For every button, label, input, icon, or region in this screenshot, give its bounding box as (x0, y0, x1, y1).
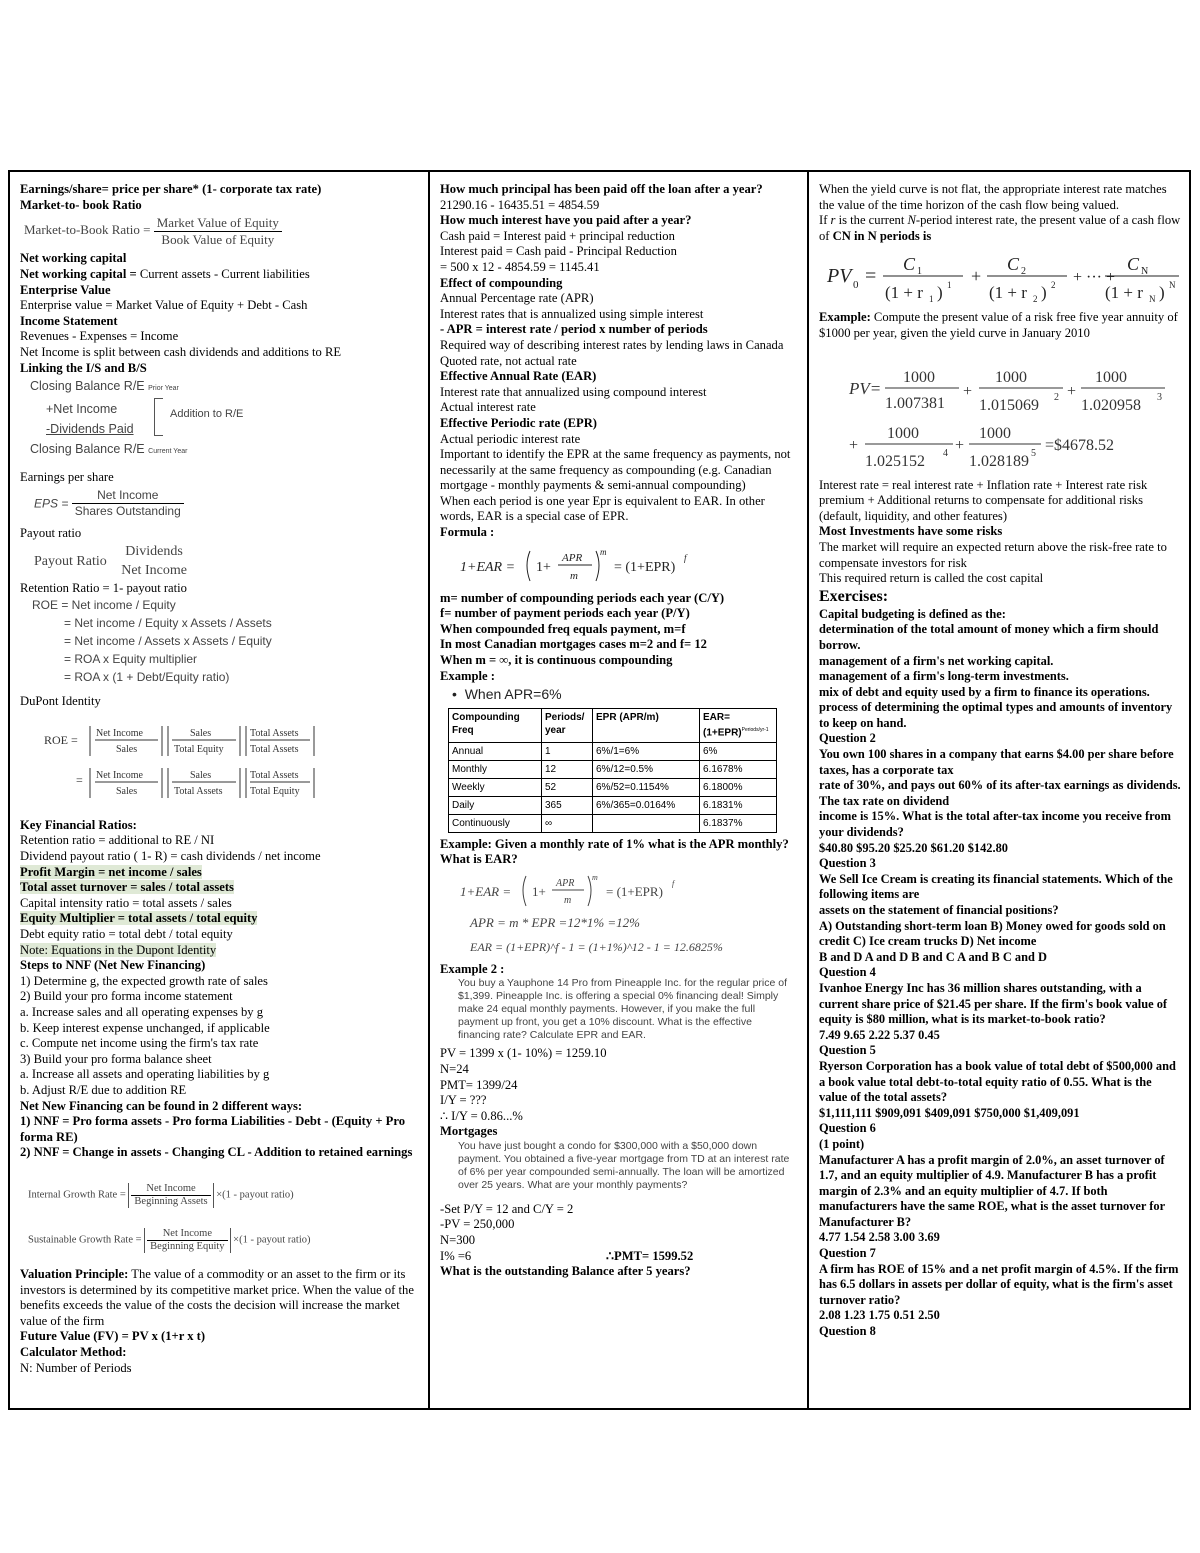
nnf-ways: Net New Financing can be found in 2 different ways: (20, 1098, 303, 1113)
pv-term-num: 1000 (887, 424, 919, 442)
example-2-solution: PMT= 1399/24 (440, 1077, 518, 1092)
valuation-principle: Valuation Principle: The value of a commodity or an asset to the firm or its investors is determined by its competitive market price. When the value of the benefits exceeds the value of the costs the decision will increase the market value of the firm (20, 1266, 414, 1328)
nnf-step: 3) Build your pro forma balance sheet (20, 1051, 212, 1066)
svg-text:1+EAR =: 1+EAR = (460, 559, 516, 575)
table-cell: 6.1837% (700, 814, 777, 832)
svg-text:): ) (1041, 283, 1047, 303)
svg-text:=: = (76, 772, 83, 787)
dupont-ta-c: Total Assets (250, 769, 299, 781)
svg-text:1+EAR =: 1+EAR = (460, 883, 512, 899)
kfr-heading: Key Financial Ratios: (20, 817, 137, 832)
dupont-sales-b: Sales (116, 785, 138, 797)
exercise-line: Question 6 (819, 1121, 876, 1136)
exercise-line: management of a firm's long-term investments. (819, 669, 1069, 684)
apr-line: Required way of describing interest rates by lending laws in Canada (440, 337, 784, 352)
exercise-line: $1,111,111 $909,091 $409,091 $750,000 $1,409,091 (819, 1105, 1080, 1120)
exercise-line: income is 15%. What is the total after-tax income you receive from your dividends? (819, 809, 1171, 840)
apr-calc: APR = m * EPR =12*1% =12% (470, 914, 641, 930)
table-cell: 12 (542, 760, 593, 778)
svg-text:0: 0 (853, 279, 859, 292)
example-2-label: Example 2 : (440, 961, 505, 976)
dupont-ni: Net Income (96, 727, 143, 739)
apr-line: Interest rates that is annualized using simple interest (440, 306, 704, 321)
table-cell: 6%/12=0.5% (593, 760, 700, 778)
svg-text:C: C (903, 254, 916, 275)
ear-line: Actual interest rate (440, 400, 536, 415)
is-line-1: Revenues - Expenses = Income (20, 329, 179, 344)
principal-question: How much principal has been paid off the loan after a year? (440, 182, 763, 196)
calculator-n: N: Number of Periods (20, 1360, 132, 1375)
cheat-sheet (8, 170, 1191, 1410)
eps-numerator: Net Income (72, 488, 184, 505)
svg-text:2: 2 (1021, 266, 1026, 278)
payout-denominator: Net Income (121, 563, 187, 579)
pv-term-num: 1000 (903, 368, 935, 386)
nwc-heading: Net working capital (20, 251, 127, 266)
table-row (449, 742, 777, 760)
column-3 (809, 172, 1189, 1408)
dupont-ni-b: Net Income (96, 769, 143, 781)
ev-definition: Enterprise value = Market Value of Equity + Debt - Cash (20, 298, 308, 313)
sgr-formula: Sustainable Growth Rate = $\frac{\text{Net Income}}{\text{Beginning Equity}}$ ×(1 - payout ratio) (28, 1227, 311, 1252)
exercise-line: mix of debt and equity used by a firm to finance its operations. (819, 684, 1150, 699)
svg-text:+: + (849, 436, 859, 454)
mtb-denominator: Book Value of Equity (161, 231, 275, 247)
svg-text:1: 1 (917, 266, 922, 278)
example-2-solution: I/Y = ??? (440, 1093, 487, 1108)
mortgage-solution: N=300 (440, 1233, 476, 1248)
table-header: EPR (APR/m) (593, 709, 700, 742)
exercise-line: determination of the total amount of money which a firm should borrow. (819, 622, 1159, 652)
re-opening: Closing Balance R/E Prior Year (30, 379, 179, 394)
debt-equity: Debt equity ratio = total debt / total equity (20, 927, 233, 942)
nwc-definition: Net working capital = Current assets - Current liabilities (20, 266, 310, 281)
igr-numerator: Net Income (131, 1183, 210, 1196)
kfr-line: Retention ratio = additional to RE / NI (20, 833, 215, 848)
def-line: When m = ∞, it is continuous compounding (440, 653, 673, 668)
svg-text:+ ··· +: + ··· + (1073, 269, 1116, 287)
dupont-te: Total Equity (174, 743, 224, 755)
re-bracket (154, 398, 163, 436)
exercise-line: Question 8 (819, 1324, 876, 1339)
table-row (449, 760, 777, 778)
table-cell: Continuously (449, 814, 542, 832)
exercise-line: We Sell Ice Cream is creating its financial statements. Which of the following items are (819, 871, 1173, 902)
exercise-line: B and D A and D B and C A and B C and D (819, 949, 1047, 964)
is-line-2: Net Income is split between cash dividends and additions to RE (20, 344, 342, 359)
risk-line: This required return is called the cost capital (819, 571, 1044, 586)
interest-question: How much interest have you paid after a year? (440, 213, 692, 228)
exercise-line: 2.08 1.23 1.75 0.51 2.50 (819, 1308, 940, 1323)
compounding-table (448, 708, 777, 832)
payout-label: Payout ratio (20, 525, 82, 540)
monthly-ear-formula (456, 870, 706, 910)
exercise-line: rate of 30%, and pays out 60% of its after-tax earnings as dividends. The tax rate on dividend (819, 778, 1181, 808)
example-2-solution: ∴ I/Y = 0.86...% (440, 1108, 523, 1123)
table-cell: ∞ (542, 814, 593, 832)
svg-text:APR: APR (556, 877, 575, 889)
ear-epr-formula (456, 543, 706, 589)
total-asset-turnover: Total asset turnover = sales / total assets (20, 880, 234, 895)
mtb-lhs: Market-to-Book Ratio = (24, 222, 151, 238)
svg-text:= (1+EPR): = (1+EPR) (606, 883, 663, 899)
exercise-list (819, 607, 1181, 1340)
interest-answer: Cash paid = Interest paid + principal reduction (440, 228, 675, 243)
table-row (449, 796, 777, 814)
exercise-line: 4.77 1.54 2.58 3.00 3.69 (819, 1230, 940, 1245)
epr-heading: Effective Periodic rate (EPR) (440, 415, 597, 430)
eps-tax-heading: Earnings/share= price per share* (1- corporate tax rate) (20, 182, 322, 196)
table-cell (593, 814, 700, 832)
nnf-step: b. Adjust R/E due to addition RE (20, 1082, 187, 1097)
mortgage-solution: -Set P/Y = 12 and C/Y = 2 (440, 1201, 574, 1216)
def-line: m= number of compounding periods each year (C/Y) (440, 590, 725, 605)
example-2-text: You buy a Yauphone 14 Pro from Pineapple Inc. for the regular price of $1,399. Pineapple Inc. is offering a special 0% financing deal! Simply make 24 equal monthly payments. However, if you make the full payment up front, you get a 10% discount. What is the effective financing rate? Calculate EPR and EAR. (458, 977, 788, 1042)
nnf-method-2: 2) NNF = Change in assets - Changing CL - Addition to retained earnings (20, 1145, 413, 1160)
pv-annuity-calc (819, 352, 1179, 472)
svg-text:(1 + r: (1 + r (1105, 283, 1143, 303)
is-heading: Income Statement (20, 313, 118, 328)
re-closing: Closing Balance R/E Current Year (30, 442, 188, 457)
capital-intensity: Capital intensity ratio = total assets / sales (20, 895, 232, 910)
nnf-step: b. Keep interest expense unchanged, if applicable (20, 1020, 270, 1035)
svg-text:1+: 1+ (536, 559, 551, 575)
table-cell: 6.1800% (700, 778, 777, 796)
sgr-numerator: Net Income (147, 1228, 227, 1241)
eps-formula: EPS = $\frac{\text{Net Income}}{\text{Shares Outstanding}}$ (34, 488, 420, 520)
re-dividends: -Dividends Paid (46, 422, 134, 437)
svg-text:+: + (1067, 382, 1077, 400)
pv-term-num: 1000 (979, 424, 1011, 442)
svg-text:(1 + r: (1 + r (989, 283, 1027, 303)
yield-curve-text: When the yield curve is not flat, the appropriate interest rate matches the value of the time horizon of the cash flow being valued. (819, 182, 1167, 212)
ear-line: Interest rate that annualized using compound interest (440, 384, 707, 399)
table-cell: 6.1831% (700, 796, 777, 814)
dupont-sales-2: Sales (190, 727, 212, 739)
pv-term-exp: 2 (1054, 391, 1059, 403)
table-header: Periods/ year (542, 709, 593, 742)
compounding-heading: Effect of compounding (440, 275, 563, 290)
table-cell: 6.1678% (700, 760, 777, 778)
table-cell: Weekly (449, 778, 542, 796)
def-line: When compounded freq equals payment, m=f (440, 621, 686, 636)
table-cell: 6%/1=6% (593, 742, 700, 760)
svg-text:m: m (570, 569, 578, 582)
example-2-solution: PV = 1399 x (1- 10%) = 1259.10 (440, 1046, 607, 1061)
ev-heading: Enterprise Value (20, 282, 111, 297)
dupont-sales-c: Sales (190, 769, 212, 781)
table-cell: 1 (542, 742, 593, 760)
nnf-step: 1) Determine g, the expected growth rate of sales (20, 973, 268, 988)
table-cell: 6%/365=0.0164% (593, 796, 700, 814)
example-2-solution: N=24 (440, 1061, 469, 1076)
svg-text:N: N (1149, 294, 1156, 305)
svg-text:+: + (963, 382, 973, 400)
profit-margin: Profit Margin = net income / sales (20, 864, 202, 879)
table-header: Compounding Freq (449, 709, 542, 742)
table-cell: Daily (449, 796, 542, 814)
roe-line: = ROA x Equity multiplier (64, 652, 198, 667)
exercise-line: A) Outstanding short-term loan B) Money owed for goods sold on credit C) Ice cream trucks D) Net income (819, 918, 1166, 949)
mtb-numerator: Market Value of Equity (154, 215, 282, 232)
svg-text:m: m (600, 546, 607, 557)
pv-term-den: 1.015069 (979, 396, 1039, 414)
exercise-line: Question 7 (819, 1246, 876, 1261)
svg-text:= (1+EPR): = (1+EPR) (614, 559, 676, 575)
exercise-line: Question 4 (819, 965, 876, 980)
re-addition-label: Addition to R/E (170, 408, 244, 421)
eps-label: Earnings per share (20, 470, 114, 485)
svg-text:N: N (1141, 266, 1149, 278)
nnf-step: a. Increase sales and all operating expenses by g (20, 1005, 264, 1019)
nnf-step: 2) Build your pro forma income statement (20, 989, 233, 1004)
column-1 (10, 172, 430, 1408)
ear-heading: Effective Annual Rate (EAR) (440, 369, 597, 384)
roe-line: = Net income / Assets x Assets / Equity (64, 634, 272, 649)
roe-line: ROE = Net income / Equity (32, 598, 176, 613)
svg-text:1: 1 (929, 294, 934, 305)
dupont-roe: ROE = (44, 732, 78, 747)
pv-term-den: 1.020958 (1081, 396, 1141, 414)
pv-term-den: 1.007381 (885, 394, 945, 412)
apr-bullet: • When APR=6% (452, 686, 562, 703)
svg-text:f: f (672, 878, 675, 888)
nnf-heading: Steps to NNF (Net New Financing) (20, 958, 206, 973)
roe-line: = Net income / Equity x Assets / Assets (64, 616, 272, 631)
re-diagram (30, 376, 420, 464)
svg-text:+: + (955, 436, 965, 454)
exercise-line: management of a firm's net working capital. (819, 653, 1054, 668)
nnf-step: a. Increase all assets and operating liabilities by g (20, 1067, 270, 1082)
kfr-line: Dividend payout ratio ( 1- R) = cash dividends / net income (20, 849, 321, 864)
table-row (449, 778, 777, 796)
exercise-line: Ivanhoe Energy Inc has 36 million shares outstanding, with a current share price of $21.45 per share. If the firm's book value of equity is $80 million, what is its market-to-book ratio? (819, 980, 1168, 1027)
dupont-formula (40, 712, 340, 802)
mortgage-solution: I% =6 ∴PMT= 1599.52 (440, 1248, 694, 1263)
dupont-ta-b: Total Assets (174, 785, 223, 797)
payout-numerator: Dividends (125, 543, 183, 559)
epr-line: Actual periodic interest rate (440, 431, 581, 446)
svg-text:PV=: PV= (849, 378, 882, 398)
table-header: $EAR= (1+EPR)^{Periods/yr-1}$ (700, 709, 777, 742)
calculator-method: Calculator Method: (20, 1344, 127, 1359)
svg-text:2: 2 (1051, 280, 1056, 291)
svg-text:1: 1 (947, 280, 952, 291)
pv-term-exp: 4 (943, 447, 948, 459)
svg-text:2: 2 (1033, 294, 1038, 305)
principal-answer: 21290.16 - 16435.51 = 4854.59 (440, 197, 600, 212)
mtb-formula (24, 215, 420, 247)
svg-text:): ) (937, 283, 943, 303)
interest-rate-text: Interest rate = real interest rate + Inflation rate + Interest rate risk premium + Additional returns to compensate for additional risks (default, liquidity, and other features) (819, 477, 1148, 523)
epr-line: When each period is one year Epr is equivalent to EAR. In other words, EAR is a special case of EPR. (440, 493, 765, 524)
svg-text:N: N (1169, 280, 1176, 291)
svg-text:m: m (564, 894, 572, 906)
pv-result: =$4678.52 (1045, 436, 1115, 454)
def-line: f= number of payment periods each year (P/Y) (440, 606, 690, 621)
exercise-line: Manufacturer A has a profit margin of 2.0%, an asset turnover of 1.7, and an equity multiplier of 4.9. Manufacturer B has a profit margin of 2.3% and an equity multiplier of 4.7. If both manufacturers have the same ROE, what is the asset turnover for Manufacturer B? (819, 1152, 1165, 1229)
pv-term-num: 1000 (995, 368, 1027, 386)
exercise-line: A firm has ROE of 15% and a net profit margin of 4.5%. If the firm has 6.5 dollars in assets per dollar of equity, what is the firm's asset turnover ratio? (819, 1261, 1179, 1307)
mortgage-solution: -PV = 250,000 (440, 1217, 515, 1232)
svg-text:): ) (1159, 283, 1165, 303)
roe-block (20, 596, 420, 686)
mortgages-text: You have just bought a condo for $300,000 with a $50,000 down payment. You obtained a five-year mortgage from TD at an interest rate of 6% per year compounded semi-annually. The loan will be amortized over 25 years. What are your monthly payments? (458, 1139, 790, 1191)
yield-curve-text-2: If r is the current N-period interest rate, the present value of a cash flow of CN in N periods is (819, 213, 1181, 243)
sgr-denominator: Beginning Equity (150, 1240, 225, 1252)
table-cell: Annual (449, 742, 542, 760)
svg-text:m: m (592, 872, 598, 882)
ear-calc: EAR = (1+EPR)^f - 1 = (1+1%)^12 - 1 = 12.6825% (470, 939, 723, 954)
table-cell: 52 (542, 778, 593, 796)
future-value: Future Value (FV) = PV x (1+r x t) (20, 1329, 206, 1344)
example-text: Example: Compute the present value of a risk free five year annuity of $1000 per year, given the yield curve in January 2010 (819, 310, 1178, 340)
exercise-line: Question 5 (819, 1043, 876, 1058)
exercise-line: (1 point) (819, 1136, 865, 1151)
svg-text:PV: PV (827, 265, 852, 288)
table-row (449, 814, 777, 832)
svg-text:f: f (684, 552, 687, 563)
dupont-label: DuPont Identity (20, 694, 101, 709)
eps-denominator: Shares Outstanding (74, 504, 181, 519)
pv-term-den: 1.025152 (865, 452, 925, 470)
mortgages-heading: Mortgages (440, 1124, 498, 1139)
exercise-line: process of determining the optimal types and amounts of inventory to keep on hand. (819, 700, 1173, 730)
def-line: In most Canadian mortgages cases m=2 and f= 12 (440, 637, 707, 652)
pv-yield-formula (823, 246, 1183, 308)
equity-multiplier: Equity Multiplier = total assets / total equity (20, 911, 258, 926)
dupont-ta: Total Assets (250, 727, 299, 739)
nnf-step: c. Compute net income using the firm's tax rate (20, 1036, 259, 1051)
pv-term-den: 1.028189 (969, 452, 1029, 470)
exercise-line: Ryerson Corporation has a book value of total debt of $500,000 and a book value total debt-to-total equity ratio of 0.55. What is the value of the total assets? (819, 1058, 1176, 1105)
dupont-note: Note: Equations in the Dupont Identity (20, 942, 217, 957)
svg-text:C: C (1007, 254, 1020, 275)
table-cell: Monthly (449, 760, 542, 778)
svg-text:APR: APR (562, 551, 583, 564)
table-cell: 6%/52=0.1154% (593, 778, 700, 796)
igr-denominator: Beginning Assets (134, 1195, 208, 1207)
outstanding-balance-question: What is the outstanding Balance after 5 years? (440, 1264, 691, 1279)
svg-text:1+: 1+ (532, 883, 546, 899)
mortgage-pmt: ∴PMT= 1599.52 (606, 1248, 694, 1263)
risk-line: The market will require an expected return above the risk-free rate to compensate investors for risk (819, 539, 1167, 570)
risk-heading: Most Investments have some risks (819, 524, 1003, 539)
exercise-line: Question 3 (819, 856, 876, 871)
exercise-line: 7.49 9.65 2.22 5.37 0.45 (819, 1027, 940, 1042)
formula-label: Formula : (440, 525, 495, 540)
pv-term-num: 1000 (1095, 368, 1127, 386)
exercise-line: assets on the statement of financial positions? (819, 903, 1059, 917)
link-heading: Linking the I/S and B/S (20, 360, 147, 375)
svg-text:(1 + r: (1 + r (885, 283, 923, 303)
interest-answer: Interest paid = Cash paid - Principal Reduction (440, 244, 677, 259)
interest-answer: = 500 x 12 - 4854.59 = 1145.41 (440, 259, 600, 274)
table-header-row (449, 709, 777, 742)
retention-ratio: Retention Ratio = 1- payout ratio (20, 580, 187, 595)
apr-line: Annual Percentage rate (APR) (440, 291, 594, 306)
exercise-line: Capital budgeting is defined as the: (819, 606, 1006, 621)
svg-text:+: + (971, 266, 982, 287)
table-cell: 6% (700, 742, 777, 760)
exercise-line: You own 100 shares in a company that earns $4.00 per share before taxes, has a corporate tax (819, 747, 1174, 777)
payout-formula: Payout Ratio Dividends Net Income (34, 544, 420, 579)
pv-term-exp: 5 (1031, 447, 1036, 459)
dupont-ta-2: Total Assets (250, 743, 299, 755)
apr-line: Quoted rate, not actual rate (440, 353, 577, 368)
table-cell: 365 (542, 796, 593, 814)
dupont-sales: Sales (116, 743, 138, 755)
monthly-example: Example: Given a monthly rate of 1% what is the APR monthly? What is EAR? (440, 836, 789, 867)
epr-line: Important to identify the EPR at the same frequency as payments, not necessarily at the same frequency as compounding (e.g. Canadian mortgage - monthly payments & semi-annual compounding) (440, 447, 791, 493)
svg-text:C: C (1127, 254, 1140, 275)
exercise-line: Question 2 (819, 731, 876, 746)
re-net-income: +Net Income (46, 402, 118, 417)
exercise-line: $40.80 $95.20 $25.20 $61.20 $142.80 (819, 840, 1008, 855)
apr-formula: - APR = interest rate / period x number of periods (440, 322, 708, 337)
roe-line: = ROA x (1 + Debt/Equity ratio) (64, 670, 230, 685)
igr-formula: Internal Growth Rate = $\frac{\text{Net Income}}{\text{Beginning Assets}}$ ×(1 - payout ratio) (28, 1182, 294, 1207)
nnf-method-1: 1) NNF = Pro forma assets - Pro forma Liabilities - Debt - (Equity + Pro forma RE) (20, 1114, 405, 1144)
exercises-heading: Exercises: (819, 587, 889, 605)
pv-term-exp: 3 (1157, 391, 1162, 403)
svg-text:=: = (865, 265, 877, 288)
example-label: Example : (440, 668, 495, 683)
dupont-tl: Total Equity (250, 785, 300, 797)
column-2 (430, 172, 809, 1408)
mtb-heading: Market-to- book Ratio (20, 197, 142, 212)
